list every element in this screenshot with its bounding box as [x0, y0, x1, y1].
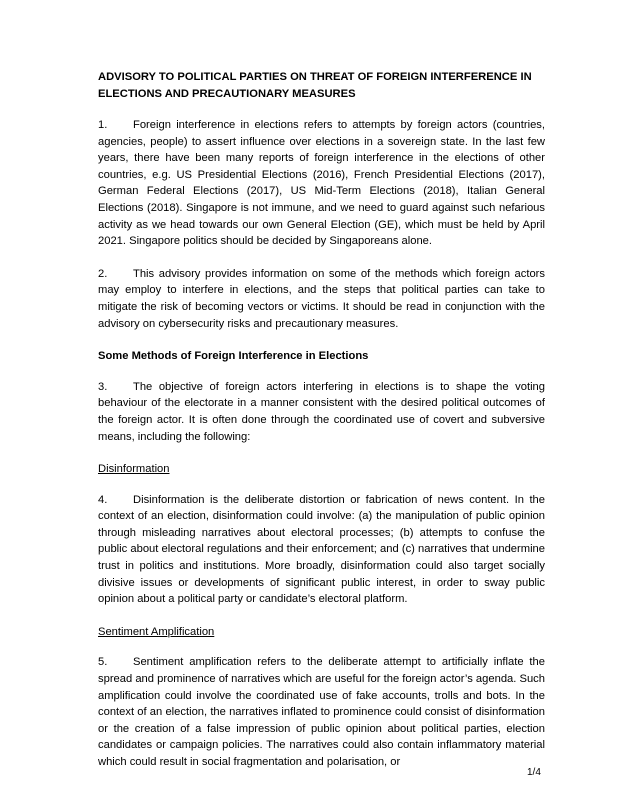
paragraph-3 — [98, 379, 545, 445]
paragraph-5 — [98, 654, 545, 770]
paragraph-text: Sentiment amplification refers to the deliberate attempt to artificially inflate the spread and prominence of narratives which are useful for the foreign actor’s agenda. Such amplification could involve the coordinated use of fake accounts, trolls and bots. In the context of an election, the narratives inflated to prominence could consist of disinformation or the creation of a false impression of public opinion about political parties, election candidates or campaign policies. The narratives could also contain inflammatory material which could result in social fragmentation and polarisation, or — [98, 656, 545, 768]
subheading-disinformation: Disinformation — [98, 463, 170, 476]
document-title: ADVISORY TO POLITICAL PARTIES ON THREAT OF FOREIGN INTERFERENCE IN ELECTIONS AND PRECAUTIONARY MEASURES — [98, 71, 532, 100]
paragraph-number: 5. — [98, 656, 108, 669]
paragraph-2 — [98, 266, 545, 332]
page-number: 1/4 — [527, 767, 541, 778]
subheading-sentiment-amplification: Sentiment Amplification — [98, 625, 215, 638]
paragraph-number: 2. — [98, 267, 108, 280]
section-heading: Some Methods of Foreign Interference in Elections — [98, 350, 369, 363]
document-page — [98, 69, 545, 787]
paragraph-1 — [98, 117, 545, 250]
paragraph-text: The objective of foreign actors interfering in elections is to shape the voting behaviour of the electorate in a manner consistent with the desired political outcomes of the foreign actor. It is often done through the coordinated use of covert and subversive means, including the following: — [98, 380, 545, 443]
paragraph-text: Foreign interference in elections refers to attempts by foreign actors (countries, agencies, people) to assert influence over elections in a sovereign state. In the last few years, there have been many reports of foreign interference in the elections of other countries, e.g. US Presidential Elections (2016), French Presidential Elections (2017), German Federal Elections (2017), US Mid-Term Elections (2018), Italian General Elections (2018). Singapore is not immune, and we need to guard against such nefarious activity as we head towards our own General Election (GE), which must be held by April 2021. Singapore politics should be decided by Singaporeans alone. — [98, 119, 545, 248]
paragraph-number: 4. — [98, 493, 108, 506]
paragraph-number: 1. — [98, 119, 108, 131]
paragraph-text: This advisory provides information on some of the methods which foreign actors may employ to interfere in elections, and the steps that political parties can take to mitigate the risk of becoming vectors or victims. It should be read in conjunction with the advisory on cybersecurity risks and precautionary measures. — [98, 267, 545, 330]
paragraph-number: 3. — [98, 380, 108, 393]
paragraph-4 — [98, 492, 545, 608]
paragraph-text: Disinformation is the deliberate distortion or fabrication of news content. In the context of an election, disinformation could involve: (a) the manipulation of public opinion through misleading narratives about electoral processes; (b) attempts to confuse the public about electoral regulations and their enforcement; and (c) narratives that undermine trust in politics and institutions. More broadly, disinformation could also target socially divisive issues or developments of significant public interest, in order to sway public opinion about a political party or candidate’s electoral platform. — [98, 493, 545, 606]
